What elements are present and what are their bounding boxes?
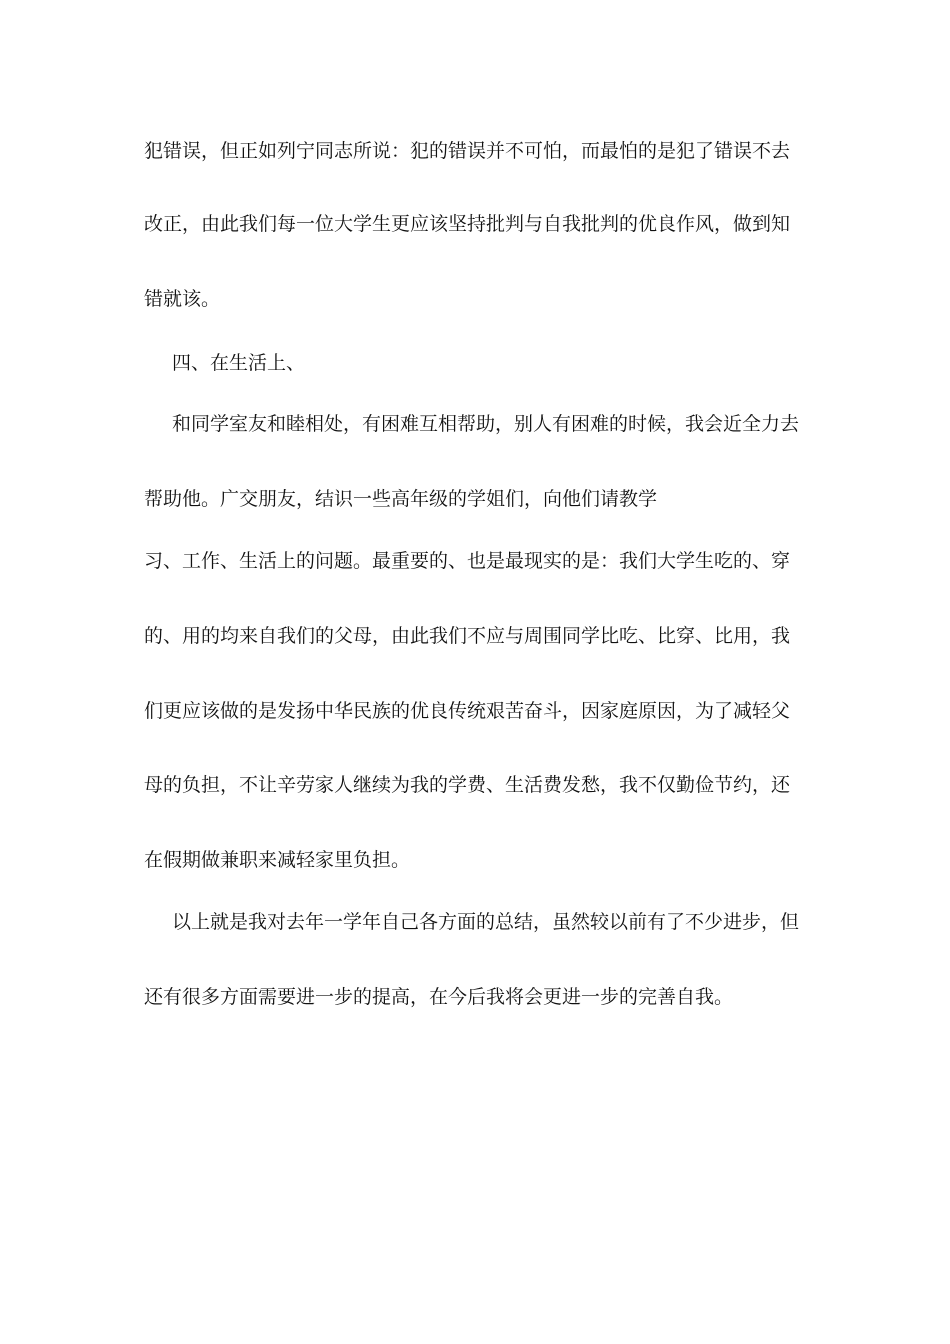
- text-line: 的、用的均来自我们的父母，由此我们不应与周围同学比吃、比穿、比用，我: [144, 625, 791, 647]
- text-line: 以上就是我对去年一学年自己各方面的总结，虽然较以前有了不少进步，但: [172, 911, 800, 933]
- text-line: 们更应该做的是发扬中华民族的优良传统艰苦奋斗，因家庭原因，为了减轻父: [144, 700, 791, 722]
- text-line: 帮助他。广交朋友，结识一些高年级的学姐们，向他们请教学: [144, 488, 658, 510]
- text-line: 错就该。: [144, 288, 221, 310]
- text-line: 改正，由此我们每一位大学生更应该坚持批判与自我批判的优良作风，做到知: [144, 213, 791, 235]
- text-line: 和同学室友和睦相处，有困难互相帮助，别人有困难的时候，我会近全力去: [172, 413, 800, 435]
- section-heading: 四、在生活上、: [172, 352, 306, 374]
- text-line: 母的负担，不让辛劳家人继续为我的学费、生活费发愁，我不仅勤俭节约，还: [144, 774, 791, 796]
- text-line: 习、工作、生活上的问题。最重要的、也是最现实的是：我们大学生吃的、穿: [144, 550, 791, 572]
- text-line: 还有很多方面需要进一步的提高，在今后我将会更进一步的完善自我。: [144, 986, 734, 1008]
- text-line: 犯错误，但正如列宁同志所说：犯的错误并不可怕，而最怕的是犯了错误不去: [144, 140, 791, 162]
- text-line: 在假期做兼职来减轻家里负担。: [144, 849, 411, 871]
